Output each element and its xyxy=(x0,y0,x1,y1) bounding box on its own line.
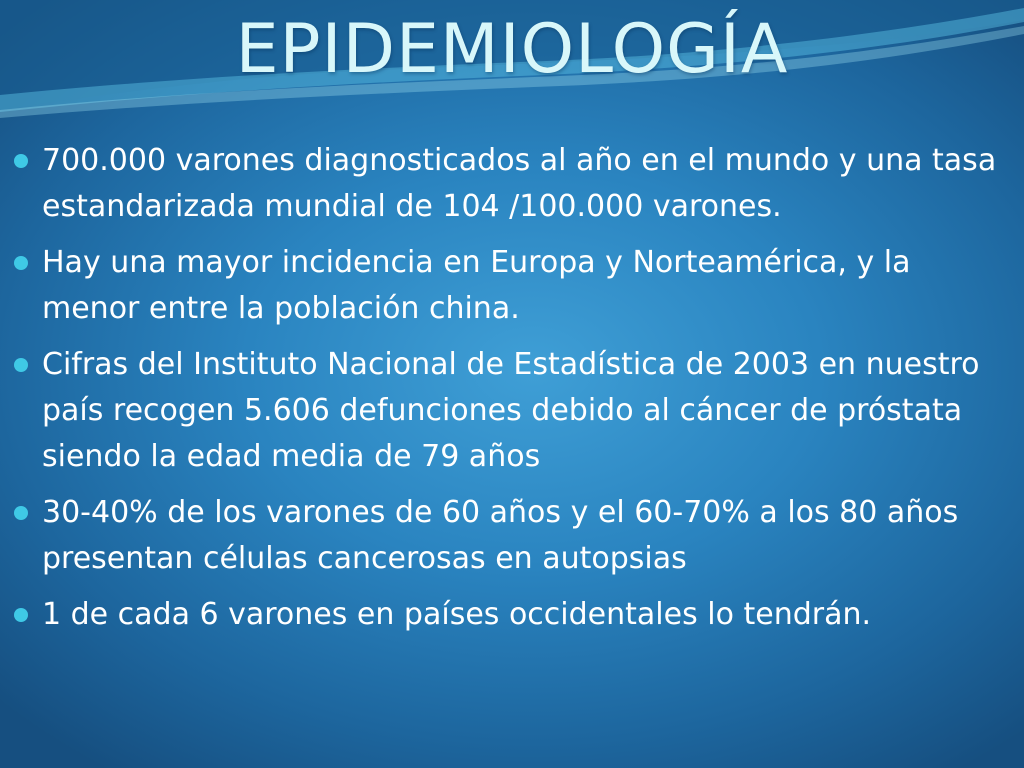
bullet-item xyxy=(14,342,1014,480)
bullet-dot-icon xyxy=(14,506,28,520)
bullet-text: Cifras del Instituto Nacional de Estadística de 2003 en nuestro país recogen 5.606 defunciones debido al cáncer de próstata siendo la edad media de 79 años xyxy=(42,347,980,474)
bullet-item xyxy=(14,138,1014,230)
bullet-dot-icon xyxy=(14,608,28,622)
bullet-item xyxy=(14,592,1014,638)
bullet-text: 700.000 varones diagnosticados al año en el mundo y una tasa estandarizada mundial de 104 /100.000 varones. xyxy=(42,143,997,224)
bullet-text: 1 de cada 6 varones en países occidentales lo tendrán. xyxy=(42,597,872,632)
bullet-item xyxy=(14,240,1014,332)
bullet-text: Hay una mayor incidencia en Europa y Norteamérica, y la menor entre la población china. xyxy=(42,245,911,326)
bullet-list xyxy=(14,138,1014,648)
bullet-dot-icon xyxy=(14,358,28,372)
bullet-item xyxy=(14,490,1014,582)
bullet-dot-icon xyxy=(14,256,28,270)
bullet-dot-icon xyxy=(14,154,28,168)
slide-title: EPIDEMIOLOGÍA xyxy=(235,10,789,89)
bullet-text: 30-40% de los varones de 60 años y el 60-70% a los 80 años presentan células cancerosas en autopsias xyxy=(42,495,959,576)
